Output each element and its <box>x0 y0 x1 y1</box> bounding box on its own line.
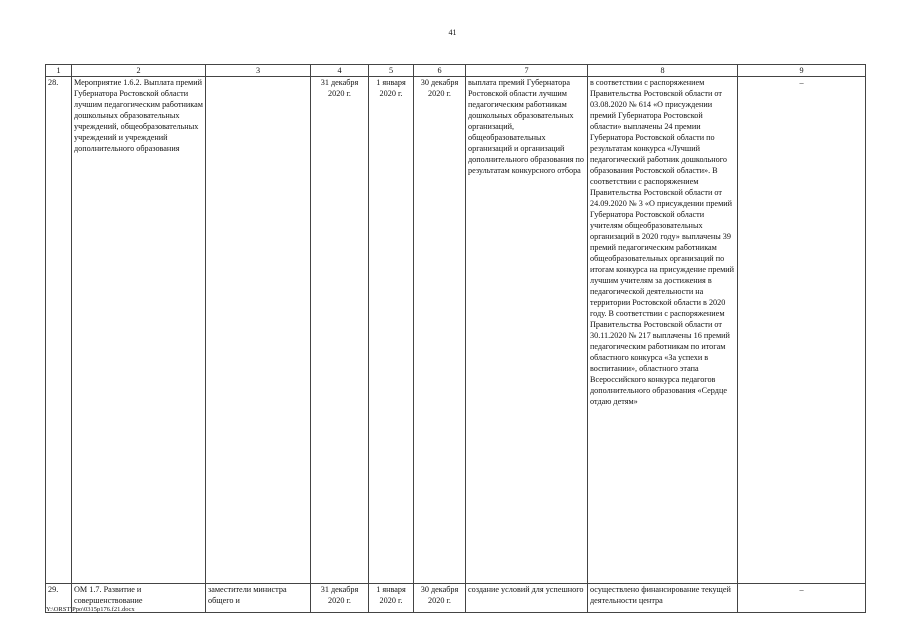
actual-end-date: 30 декабря 2020 г. <box>414 77 466 584</box>
table-row <box>46 584 866 613</box>
page-number: 41 <box>448 28 457 37</box>
measure-name: Мероприятие 1.6.2. Выплата премий Губернатора Ростовской области лучшим педагогическим работникам дошкольных образовательных учреждений, общеобразовательных учреждений и учреждений дополнительного образования <box>72 77 206 584</box>
row-number: 28. <box>46 77 72 584</box>
planned-end-date: 31 декабря 2020 г. <box>311 77 369 584</box>
measure-name: ОМ 1.7. Развитие и совершенствование <box>72 584 206 613</box>
actual-start-date: 1 января 2020 г. <box>369 77 414 584</box>
column-number: 5 <box>369 65 414 77</box>
table-row <box>46 77 866 584</box>
planned-result: выплата премий Губернатора Ростовской области лучшим педагогическим работникам дошкольных образовательных организаций, общеобразовательных организаций и организаций дополнительного образования по результатам конкурсного отбора <box>466 77 588 584</box>
column-number: 3 <box>206 65 311 77</box>
column-number: 4 <box>311 65 369 77</box>
responsible-executor: заместители министра общего и <box>206 584 311 613</box>
responsible-executor <box>206 77 311 584</box>
reason: – <box>738 584 866 613</box>
planned-result: создание условий для успешного <box>466 584 588 613</box>
column-number: 6 <box>414 65 466 77</box>
column-number: 9 <box>738 65 866 77</box>
file-path-footer: Y:\ORST\Ppo\0315p176.f21.docx <box>46 606 135 613</box>
actual-result: в соответствии с распоряжением Правительства Ростовской области от 03.08.2020 № 614 «О присуждении премий Губернатора Ростовской области» выплачены 24 премии Губернатора Ростовской области по результатам конкурса «Лучший педагогический работник дошкольного образования Ростовской области». В соответствии с распоряжением Правительства Ростовской области от 24.09.2020 № 3 «О присуждении премий Губернатора Ростовской области учителям общеобразовательных организаций в 2020 году» выплачены 39 премий педагогическим работникам общеобразовательных организаций по итогам конкурса на присуждение премий лучшим учителям за достижения в педагогической деятельности на территории Ростовской области в 2020 году. В соответствии с распоряжением Правительства Ростовской области от 30.11.2020 № 217 выплачены 16 премий педагогическим работникам по итогам областного конкурса «За успехи в воспитании», областного этапа Всероссийского конкурса педагогов дополнительного образования «Сердце отдаю детям» <box>588 77 738 584</box>
column-number: 2 <box>72 65 206 77</box>
row-number: 29. <box>46 584 72 613</box>
column-number: 7 <box>466 65 588 77</box>
report-table <box>45 64 866 613</box>
column-number-row <box>46 65 866 77</box>
planned-end-date: 31 декабря 2020 г. <box>311 584 369 613</box>
actual-result: осуществлено финансирование текущей деятельности центра <box>588 584 738 613</box>
column-number: 1 <box>46 65 72 77</box>
column-number: 8 <box>588 65 738 77</box>
actual-end-date: 30 декабря 2020 г. <box>414 584 466 613</box>
actual-start-date: 1 января 2020 г. <box>369 584 414 613</box>
reason: – <box>738 77 866 584</box>
